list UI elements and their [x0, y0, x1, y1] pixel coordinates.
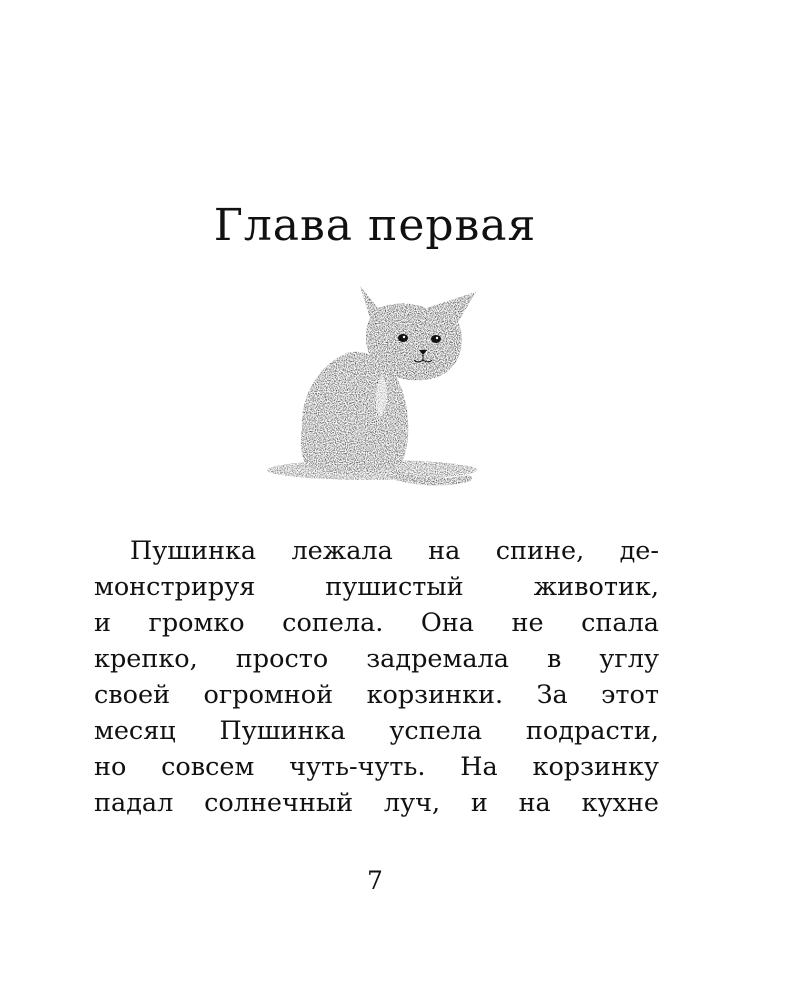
word: спине,	[495, 536, 585, 566]
word: чуть-чуть.	[289, 752, 426, 782]
text-line-8	[94, 785, 659, 821]
word: но	[94, 752, 127, 782]
word: де-	[619, 536, 659, 566]
word: На	[460, 752, 498, 782]
text-line-6	[94, 713, 659, 749]
kitten-sketch-icon	[262, 278, 484, 500]
word: луч,	[383, 788, 441, 818]
word: животик,	[533, 572, 659, 602]
word: месяц	[94, 716, 176, 746]
word: на	[518, 788, 551, 818]
word: в	[546, 644, 562, 674]
word: и	[470, 788, 488, 818]
word: За	[536, 680, 568, 710]
word: Она	[420, 608, 475, 638]
text-line-7	[94, 749, 659, 785]
word: задремала	[366, 644, 509, 674]
word: пушистый	[325, 572, 464, 602]
word: Пушинка	[219, 716, 346, 746]
page-number: 7	[367, 866, 383, 895]
word: подрасти,	[525, 716, 659, 746]
word: совсем	[161, 752, 255, 782]
word: углу	[599, 644, 659, 674]
word: корзинку	[532, 752, 659, 782]
word: лежала	[291, 536, 393, 566]
word: и	[94, 608, 111, 638]
word: монстрируя	[94, 572, 256, 602]
word: огромной	[203, 680, 334, 710]
chapter-title: Глава первая	[213, 200, 537, 251]
word: своей	[94, 680, 171, 710]
word: не	[511, 608, 544, 638]
word: падал	[94, 788, 174, 818]
text-line-2	[94, 569, 659, 605]
chapter-body-text	[94, 533, 659, 821]
word: громко	[148, 608, 245, 638]
text-line-3	[94, 605, 659, 641]
word: спала	[581, 608, 659, 638]
word: на	[428, 536, 461, 566]
text-line-4	[94, 641, 659, 677]
word: этот	[601, 680, 659, 710]
text-line-5	[94, 677, 659, 713]
word: кухне	[581, 788, 659, 818]
word: Пушинка	[130, 536, 257, 566]
word: солнечный	[204, 788, 354, 818]
word: крепко,	[94, 644, 198, 674]
word: корзинки.	[366, 680, 504, 710]
text-line-1	[94, 533, 659, 569]
word: успела	[389, 716, 483, 746]
word: сопела.	[282, 608, 384, 638]
word: просто	[235, 644, 329, 674]
